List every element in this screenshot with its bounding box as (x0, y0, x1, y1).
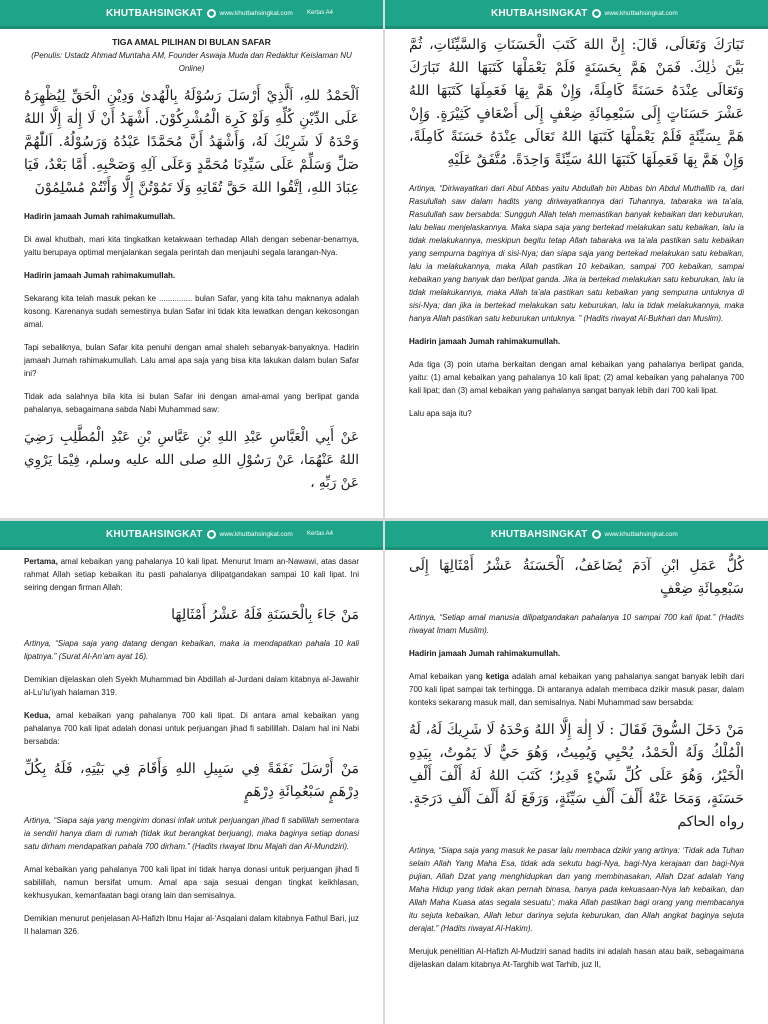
section-heading: Hadirin jamaah Jumah rahimakumullah. (24, 271, 176, 280)
page-header (0, 0, 383, 26)
document-page-2 (385, 0, 768, 518)
site-logo: KHUTBAHSINGKAT (106, 7, 203, 19)
page-body (0, 26, 383, 495)
arabic-hadith: مَنْ دَخَلَ السُّوقَ فَقَالَ : لَا إِلٰهَ إِلَّا اللهُ وَحْدَهُ لَا شَرِيكَ لَهُ، لَهُ الْمُلْكُ وَلَهُ الْحَمْدُ، يُحْيِي وَيُمِيتُ، وَهُوَ حَيٌّ لَا يَمُوتُ، بِيَدِهِ الْخَيْرُ، وَهُوَ عَلَى كُلِّ شَيْءٍ قَدِيرٌ؛ كَتَبَ اللهُ لَهُ أَلْفَ أَلْفِ حَسَنَةٍ، وَمَحَا عَنْهُ أَلْفَ أَلْفِ سَيِّئَةٍ، وَرَفَعَ لَهُ أَلْفَ أَلْفِ دَرَجَةٍ. رواه الحاكم (409, 722, 744, 830)
paragraph (409, 670, 744, 709)
paragraph (24, 555, 359, 594)
arabic-hadith: كُلُّ عَمَلِ ابْنِ آدَمَ يُضَاعَفُ، اَلْحَسَنَةُ عَشْرُ أَمْثَالِهَا إِلَى سَبْعِمِائَةِ ضِعْفٍ (409, 558, 744, 597)
brand (491, 529, 678, 540)
site-logo: KHUTBAHSINGKAT (106, 528, 203, 540)
document-page-3 (0, 521, 383, 1024)
paper-size-label: Kertas A4 (306, 531, 333, 537)
point-label: Kedua, (24, 711, 51, 720)
paragraph-text: amal kebaikan yang pahalanya 700 kali lipat. Di antara amal kebaikan yang pahalanya 700 kali lipat adalah donasi untuk perjuangan jihad fi sabilillah. Dalam hal ini Nabi bersabda: (24, 711, 359, 746)
site-logo: KHUTBAHSINGKAT (491, 7, 588, 19)
paragraph: Sekarang kita telah masuk pekan ke ............... bulan Safar, yang kita tahu maknanya adalah kosong. Karenanya sudah semestinya bulan Safar ini tidak kita lewatkan dengan kekosongan amal. (24, 294, 359, 329)
paragraph-text: amal kebaikan yang pahalanya 10 kali lipat. Menurut Imam an-Nawawi, atas dasar rahmat Allah setiap kebaikan itu pasti pahalanya dilipatgandakan sampai 10 kali lipat. Ini seiring dengan firman Allah: (24, 557, 359, 592)
paragraph-text: adalah amal kebaikan yang pahalanya sangat banyak lebih dari 700 kali lipat sampai tak terhingga. Di antaranya adalah membaca dzikir masuk pasar, dalam konteks sekarang masuk mall, dan semisalnya. Nabi Muhammad saw bersabda: (409, 672, 745, 707)
page-header (385, 521, 768, 547)
section-heading: Hadirin jamaah Jumah rahimakumullah. (409, 337, 561, 346)
point-label: Pertama, (24, 557, 58, 566)
site-url: www.khutbahsingkat.com (604, 9, 678, 17)
arabic-verse: مَنْ جَاءَ بِالْحَسَنَةِ فَلَهُ عَشْرُ أَمْثَالِهَا (171, 607, 359, 623)
document-page-4 (385, 521, 768, 1024)
section-heading: Hadirin jamaah Jumah rahimakumullah. (24, 212, 176, 221)
paragraph-text: Amal kebaikan yang (409, 672, 486, 681)
paragraph: Merujuk penelitian Al-Hafizh Al-Mudziri sanad hadits ini adalah hasan atau baik, sebagaimana dijelaskan dalam kitabnya At-Targhib wat Tarhib, juz II, (409, 947, 744, 969)
paragraph (24, 709, 359, 748)
brand (491, 8, 678, 19)
paragraph: Demikian menurut penjelasan Al-Hafizh Ibnu Hajar al-‘Asqalani dalam kitabnya Fathul Bari, juz II halaman 326. (24, 914, 359, 936)
translation: Artinya, “Diriwayatkan dari Abul Abbas yaitu Abdullah bin Abbas bin Abdul Muthallib ra, dari Rasulullah saw dalam hadits yang diriwayatkannya dari Tuhannya, tabaraka wa ta’ala, Rasulullah saw bersabda: Sungguh Allah telah memastikan banyak kebaikan dan keburukan, lalu beliau menjelaskannya. Maka siapa saja yang bertekad melakukan satu kebaikan, lalu ia tidak melakukannya, meskipun begitu tetap Allah tabaraka wa ta’ala pastikan satu kebaikan yang sempurna baginya di sisi-Nya; dan siapa saja yang bertekad melakukan satu kebaikan, lalu ia melakukannya, maka Allah pastikan 10 kebaikan, sampai 700 kebaikan, sampai kebaikan yang banyak dan berlipat ganda. Jika ia bertekad melakukan satu keburukan, lalu ia tidak melakukannya, maka Allah ta’ala pastikan satu kebaikan yang sempurna untuknya di sisi-Nya; dan jika ia bertekad melakukan satu keburukan, lalu ia tidak melakukannya, maka hanya Allah pastikan satu keburukan untuknya. ” (Hadits riwayat Al-Bukhari dan Muslim). (409, 184, 744, 323)
paragraph: Tidak ada salahnya bila kita isi bulan Safar ini dengan amal-amal yang berlipat ganda pahalanya, sebagaimana sabda Nabi Muhammad saw: (24, 392, 359, 414)
site-url: www.khutbahsingkat.com (219, 530, 293, 538)
translation: Artinya, “Siapa saja yang mengirim donasi infak untuk perjuangan jihad fi sabilillah sementara ia sendiri hanya diam di rumah (tidak ikut berangkat berjuang), maka baginya setiap donasi satu dirham mendapatkan pahala 700 dirham.” (Hadits riwayat Ibnu Majah dan Al-Mundziri). (24, 816, 359, 851)
arabic-opening: اَلْحَمْدُ للهِ، اَلَّذِيْ أَرْسَلَ رَسُوْلَهُ بِالْهُدىٰ وَدِيْنِ الْحَقِّ لِيُظْهِرَهُ عَلَى الدِّيْنِ كُلِّهِ وَلَوْ كَرِهَ الْمُشْرِكُوْنَ. أَشْهَدُ أَنْ لَا إِلٰهَ إِلَّا اللهُ وَحْدَهُ لَا شَرِيْكَ لَهُ، وَأَشْهَدُ أَنَّ مُحَمَّدًا عَبْدُهُ وَرَسُوْلُهُ. اَللّٰهُمَّ صَلِّ وَسَلِّمْ عَلَى سَيِّدِنَا مُحَمَّدٍ وَعَلَى آلِهِ وَصَحْبِهِ. أَمَّا بَعْدُ، فَيَا عِبَادَ اللهِ، اِتَّقُوا اللهَ حَقَّ تُقَاتِهِ وَلَا تَمُوْتُنَّ إِلَّا وَأَنْتُمْ مُسْلِمُوْنَ (24, 88, 359, 196)
arabic-hadith: عَنْ أَبِي الْعَبَّاسِ عَبْدِ اللهِ بْنِ عَبَّاسِ بْنِ عَبْدِ الْمُطَّلِبِ رَضِيَ اللهُ عَنْهُمَا، عَنْ رَسُوْلِ اللهِ صلى الله عليه وسلم، فِيْمَا يَرْوِي عَنْ رَبِّهِ ، (24, 429, 359, 491)
translation: Artinya, “Siapa saja yang masuk ke pasar lalu membaca dzikir yang artinya: ‘Tidak ada Tuhan selain Allah Yang Maha Esa, tidak ada sekutu bagi-Nya, bagi-Nya kerajaan dan bagi-Nya pujian, Allah Dzat yang menghidupkan dan yang membinasakan, Allah Dzat adalah Yang Maha Hidup yang tidak akan pernah binasa, hanya pada kekuasaan-Nya lah kebaikan, dan Allah Maha Kuasa atas segala sesuatu’; maka Allah pastikan bagi orang yang membacanya itu sejuta kebaikan, Allah lebur darinya sejuta keburukan, dan Allah angkat baginya sejuta derajat.” (Hadits riwayat Al-Hakim). (409, 846, 744, 933)
page-body (385, 547, 768, 971)
document-title: TIGA AMAL PILIHAN DI BULAN SAFAR (112, 37, 271, 47)
brand (106, 8, 293, 19)
globe-icon (207, 530, 216, 539)
translation: Artinya, “Siapa saja yang datang dengan kebaikan, maka ia mendapatkan pahala 10 kali lipatnya.” (Surat Al-An’am ayat 16). (24, 639, 359, 661)
paper-size-label: Kertas A4 (306, 10, 333, 16)
site-url: www.khutbahsingkat.com (604, 530, 678, 538)
paragraph: Demikian dijelaskan oleh Syekh Muhammad bin Abdillah al-Jurdani dalam kitabnya al-Jawahir al-Lu’lu’iyah halaman 319. (24, 675, 359, 697)
paragraph: Di awal khutbah, mari kita tingkatkan ketakwaan terhadap Allah dengan sebenar-benarnya, yaitu berupaya optimal menjalankan segala perintah dan menjauhi segala larangan-Nya. (24, 235, 359, 257)
section-heading: Hadirin jamaah Jumah rahimakumullah. (409, 649, 561, 658)
brand (106, 529, 293, 540)
paragraph: Ada tiga (3) poin utama berkaitan dengan amal kebaikan yang pahalanya berlipat ganda, yaitu: (1) amal kebaikan yang pahalanya 10 kali lipat; (2) amal kebaikan yang pahalanya 700 kali lipat; dan (3) amal kebaikan yang pahalanya sangat banyak lebih dari 700 kali lipat. (409, 360, 744, 395)
paragraph: Amal kebaikan yang pahalanya 700 kali lipat ini tidak hanya donasi untuk perjuangan jihad fi sabilillah, namun bersifat umum. Amal apa saja sesuai dengan tingkat keikhlasan, kekhusyukan, kemanfaatan bagi orang lain dan semisalnya. (24, 865, 359, 900)
page-header (0, 521, 383, 547)
point-label: ketiga (485, 672, 509, 681)
translation: Artinya, “Setiap amal manusia dilipatgandakan pahalanya 10 sampai 700 kali lipat.” (Hadits riwayat Imam Muslim). (409, 613, 744, 635)
page-body (0, 547, 383, 938)
site-url: www.khutbahsingkat.com (219, 9, 293, 17)
arabic-hadith: مَنْ أَرْسَلَ نَفَقَةً فِي سَبِيلِ اللهِ وَأَقَامَ فِي بَيْتِهِ، فَلَهُ بِكُلِّ دِرْهَمٍ سَبْعُمِائَةِ دِرْهَمٍ (24, 761, 359, 800)
globe-icon (592, 530, 601, 539)
page-body (385, 26, 768, 420)
site-logo: KHUTBAHSINGKAT (491, 528, 588, 540)
document-page-1 (0, 0, 383, 518)
paragraph: Lalu apa saja itu? (409, 409, 472, 418)
arabic-hadith-continued: تَبَارَكَ وَتَعَالَى، قَالَ: إِنَّ اللهَ كَتَبَ الْحَسَنَاتِ وَالسَّيِّئَاتِ، ثُمَّ بَيَّنَ ذٰلِكَ. فَمَنْ هَمَّ بِحَسَنَةٍ فَلَمْ يَعْمَلْهَا كَتَبَهَا اللهُ تَبَارَكَ وَتَعَالَى عِنْدَهُ حَسَنَةً كَامِلَةً، وَإِنْ هَمَّ بِهَا فَعَمِلَهَا كَتَبَهَا اللهُ عَشْرَ حَسَنَاتٍ إِلَى سَبْعِمِائَةِ ضِعْفٍ إِلَى أَضْعَافٍ كَثِيْرَةٍ. وَإِنْ هَمَّ بِسَيِّئَةٍ فَلَمْ يَعْمَلْهَا كَتَبَهَا اللهُ تَعَالَى عِنْدَهُ حَسَنَةً كَامِلَةً، وَإِنْ هَمَّ بِهَا فَعَمِلَهَا كَتَبَهَا اللهُ سَيِّئَةً وَاحِدَةً. مُتَّفَقٌ عَلَيْهِ (409, 37, 744, 168)
author-note: (Penulis: Ustadz Ahmad Muntaha AM, Founder Aswaja Muda dan Redaktur Keislaman NU Online) (31, 51, 352, 73)
page-header (385, 0, 768, 26)
paragraph: Tapi sebaliknya, bulan Safar kita penuhi dengan amal shaleh sebanyak-banyaknya. Hadirin jamaah Jumah rahimakumullah. Lalu amal apa saja yang bisa kita lakukan dalam bulan Safar ini? (24, 343, 359, 378)
globe-icon (207, 9, 216, 18)
globe-icon (592, 9, 601, 18)
